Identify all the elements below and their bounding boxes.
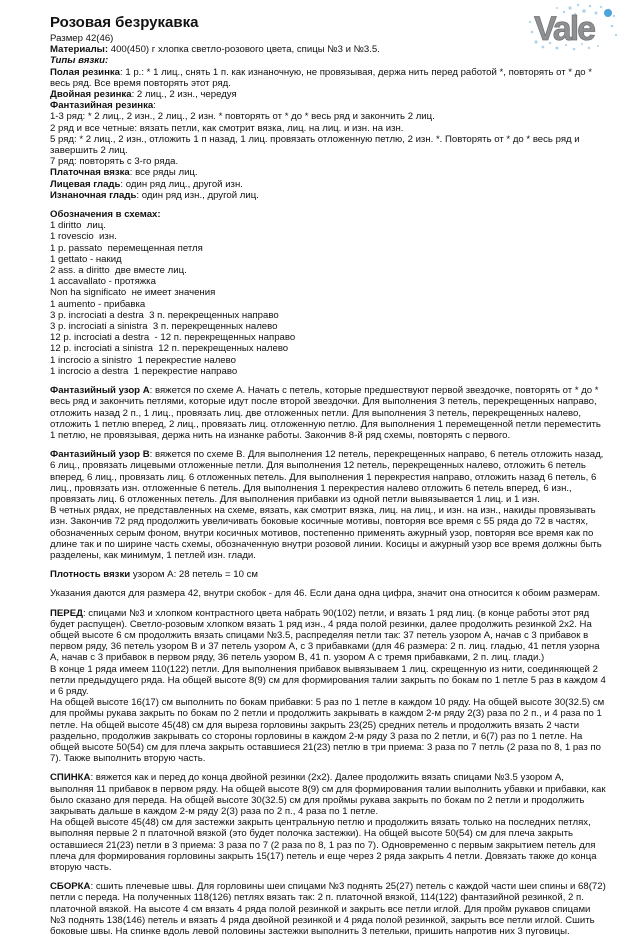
stitch-type-line: 1-3 ряд: * 2 лиц., 2 изн., 2 лиц., 2 изн. * повторять от * до * весь ряд и закончить 2 лиц. <box>50 111 435 123</box>
stitch-type-line: Платочная вязка: все ряды лиц. <box>50 167 198 179</box>
symbols-item: 1 aumento - прибавка <box>50 298 146 310</box>
vale-logo <box>526 2 618 54</box>
logo-text: Vale <box>534 10 595 48</box>
materials-text: 400(450) г хлопка светло-розового цвета, спицы №3 и №3.5. <box>108 44 380 56</box>
materials-label: Материалы: <box>50 44 109 56</box>
front-label: ПЕРЕД <box>50 607 83 619</box>
page-title: Розовая безрукавка <box>50 14 199 31</box>
symbols-item: 1 diritto лиц. <box>50 220 106 232</box>
stitch-type-line: Полая резинка: 1 р.: * 1 лиц., снять 1 п. как изнаночную, не провязывая, держа нить перед работой *, повторять от * до * весь ряд. Все время повторять этот ряд. <box>50 66 593 89</box>
size-line: Размер 42(46) <box>50 33 114 44</box>
pattern-b-label: Фантазийный узор В <box>50 449 150 461</box>
symbols-item: 1 gettato - накид <box>50 253 122 265</box>
symbols-item: 1 accavallato - протяжка <box>50 276 156 288</box>
front-paragraph: ПЕРЕД: спицами №3 и хлопком контрастного цвета набрать 90(102) петли, и вязать 1 ряд лиц. (в конце работы этот ряд будет распущен). Светло-розовым хлопком вязать 1 ряд изн., 4 ряда полой резинки, далее продолжить резинкой 2х2. На общей высоте 6 см продолжить вязать спицами №3.5, распределяя петли так: 37 петель узором А, начав с 3 прибавок в первом ряду, 36 петель узором В и 37 петель узором А, с 3 прибавками (для 46 размера: 2 п. лиц. гладью, 41 петля узорна А, начав с 3 прибавок в первом ряду, 36 петель узором В, 41 п. узором А с тремя прибавками, 2 п. лиц. глади.) <box>50 607 600 664</box>
back-label: СПИНКА <box>50 772 91 784</box>
symbols-item: 3 p. incrociati a destra 3 п. перекрещенных направо <box>50 309 279 321</box>
pattern-a-label: Фантазийный узор А <box>50 385 150 397</box>
stitch-type-line: 7 ряд: повторять с 3-го ряда. <box>50 156 179 168</box>
assembly-label: СБОРКА <box>50 881 91 893</box>
assembly-paragraph: СБОРКА: сшить плечевые швы. Для горловины шеи спицами №3 поднять 25(27) петель с каждой части шеи спины и 68(72) петли с переда. На полученных 118(126) петлях вязать так: 2 п. платочной вязкой, 114(122) фантазийной резинкой, 2 п. платочной вязкой. На высоте 4 см вязать 4 ряда полой резинкой и закрыть все петли иглой. Для пройм рукавов спицами №3 поднять 138(146) петель и вязать 4 ряда двойной резинкой и 4 ряда полой резинкой, закрыть все петли иглой. Сшить боковые швы. На спинке вдоль левой половины застежки выполнить 3 петельки, пришить напротив них 3 пуговицы. <box>50 881 606 937</box>
stitch-type-line: Двойная резинка: 2 лиц., 2 изн., чередуя <box>50 89 237 101</box>
types-heading: Типы вязки: <box>50 55 109 67</box>
stitch-type-line: 2 ряд и все четные: вязать петли, как смотрит вязка, лиц. на лиц. и изн. на изн. <box>50 122 404 134</box>
symbols-heading: Обозначения в схемах: <box>50 209 161 221</box>
symbols-item: 1 rovescio изн. <box>50 231 117 243</box>
symbols-item: Non ha significato не имеет значения <box>50 287 216 299</box>
symbols-item: 12 p. incrociati a sinistra 12 п. перекрещенных налево <box>50 343 289 355</box>
back-paragraph: На общей высоте 45(48) см для застежки закрыть центральную петлю и продолжить вязать только на последних петлях, выполняя первые 2 п платочной вязкой (это будет полочка застежки). На общей высоте 50(54) см для плеча закрыть оставшиеся 21(23) петли в 3 приема: 3 раза по 7 (2 раза по 8, 1 раз по 7). Одновременно с первым закрытием петель для плеча для формирования горловины закрыть 15(17) петель и еще через 2 ряда закрыть 4 петли. Довязать также до конца вторую часть. <box>50 817 597 874</box>
symbols-item: 3 p. incrociati a sinistra 3 п. перекрещенных налево <box>50 321 278 333</box>
logo-dot <box>604 9 612 17</box>
symbols-item: 2 ass. a diritto две вместе лиц. <box>50 265 187 277</box>
pattern-a-paragraph: Фантазийный узор А: вяжется по схеме А. Начать с петель, которые предшествуют первой звездочке, повторять от * до * весь ряд и закончить петлями, которые идут после второй звездочки. Для выполнения 3 петель, перекрещенных направо, отложить назад 2 п., 1 лиц., провязать лиц. две отложенных петли. Для выполнения 3 петель, перекрещенных налево, отложить 1 петлю вперед, 2 лиц., провязать лиц. отложенную петлю. Для выполнения 1 перемещенной петли переместить 1 петлю, не провязывая, держа нить на изнанке работы. Закончив 8-й ряд схемы, повторять с первого. <box>50 385 601 441</box>
density-label: Плотность вязки <box>50 569 131 581</box>
stitch-type-line: Изнаночная гладь: один ряд изн., другой лиц. <box>50 189 259 201</box>
density-line: Плотность вязки узором А: 28 петель = 10 см <box>50 569 259 581</box>
stitch-type-line: 5 ряд: * 2 лиц., 2 изн., отложить 1 п назад, 1 лиц. провязать отложенную петлю, 2 изн. *. Повторять от * до * весь ряд и завершить 2 лиц. <box>50 133 580 157</box>
pattern-b-even-rows: В четных рядах, не представленных на схеме, вязать, как смотрит вязка, лиц. на лиц., и изн. на изн., накиды провязывать изн. Закончив 72 ряд продолжить увеличивать боковые косичные мотивы, повторяя все время с 55 ряда до 72 в частях, обозначенных серым фоном, внутри косичных мотивов, постепенно применять ажурный узор, повторяя все время как по длине так и по ширине часть схемы, обозначенную внутри розовой линии. Косицы и ажурный узор все время должны быть разделены, как минимум, 1 петлей изн. глади. <box>50 505 602 561</box>
front-paragraph: В конце 1 ряда имеем 110(122) петли. Для выполнения прибавок вывязываем 1 лиц. скрещенную из нити, соединяющей 2 петли предыдущего ряда. На общей высоте 8(9) см для формирования талии закрыть по бокам по 1 петле 5 раз в каждом 4 и 6 ряду. <box>50 663 606 697</box>
stitch-type-line: Лицевая гладь: один ряд лиц., другой изн. <box>50 178 243 190</box>
symbols-item: 1 p. passato перемещенная петля <box>50 242 203 254</box>
back-paragraph: СПИНКА: вяжется как и перед до конца двойной резинки (2х2). Далее продолжить вязать спицами №3.5 узором А, выполняя 11 прибавок в первом ряду. На общей высоте 8(9) см для формирования талии выполнить убавки и прибавки, как было сказано для переда. На общей высоте 30(32.5) см для проймы рукава закрыть по бокам по 2 петли и продолжить закрывать дальше в каждом 2-м ряду 2(3) раза по 2 п., 4 раза по 1 петле. <box>50 772 606 817</box>
pattern-b-paragraph: Фантазийный узор В: вяжется по схеме В. Для выполнения 12 петель, перекрещенных направо, 6 петель отложить назад, 6 лиц., провязать лицевыми отложенные петли. Для выполнения 12 петель, перекрещенных налево, отложить 6 петель вперед, 6 лиц., провязать лиц. 6 отложенных петель. Для выполнения 1 перекрестия направо, отложить назад 6 петель, 6 лиц., провязать изн. отложенные 6 петель. Для выполнения 1 перекрестия налево отложить 6 петель вперед, 6 изн., провязать лиц. 6 отложенных петель. Для выполнения прибавки из одной петли вывязывается 1 лиц. и 1 изн. <box>50 449 604 505</box>
materials-line <box>50 44 606 55</box>
sizing-note: Указания даются для размера 42, внутри скобок - для 46. Если дана одна цифра, значит она относится к обоим размерам. <box>50 588 601 600</box>
stitch-type-line: Фантазийная резинка: <box>50 100 156 112</box>
front-paragraph: На общей высоте 16(17) см выполнить по бокам прибавки: 5 раз по 1 петле в каждом 10 ряду. На общей высоте 30(32.5) см для проймы рукава закрыть по бокам по 2 петли и продолжить закрывать в каждом 2-м ряду 2(3) раза по 2 п., и 4 раза по 1 петле. На общей высоте 45(48) см для выреза горловины закрыть 23(25) средних петель и продолжить вязать 2 части раздельно, продолжив закрывать со стороны горловины в каждом 2-м ряду 3 раза по 2 петли, и 6(7) раз по 1 петле. На общей высоте 50(54) см для плеча закрыть оставшиеся 21(23) петлю в три приема: 3 раза по 7 петль (2 раза по 8, 1 раз по 7). Также выполнить вторую часть. <box>50 697 605 765</box>
symbols-item: 1 incrocio a sinistro 1 перекрестие налево <box>50 354 236 366</box>
symbols-item: 12 p. incrociati a destra - 12 п. перекрещенных направо <box>50 332 296 344</box>
symbols-item: 1 incrocio a destra 1 перекрестие направо <box>50 365 238 377</box>
